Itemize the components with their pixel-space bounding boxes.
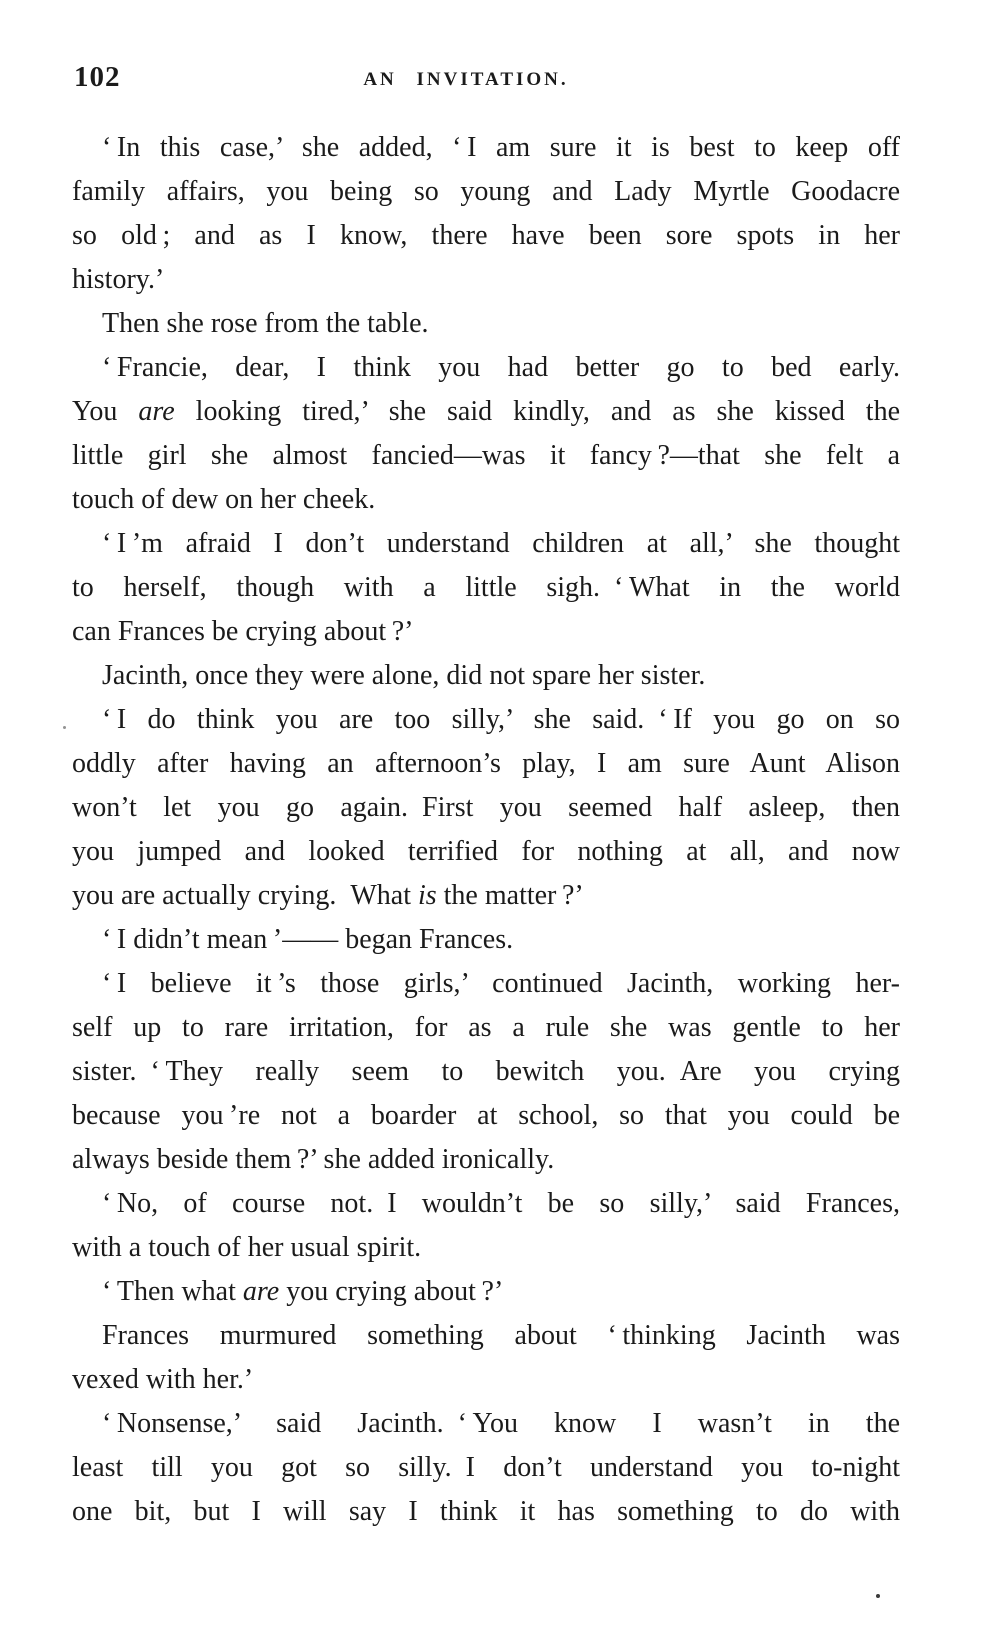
text-run: you jumped and looked terrified for nothing at all, and now [72, 836, 900, 867]
text-run: with a touch of her usual spirit. [72, 1232, 422, 1263]
running-header: AN INVITATION. [363, 69, 569, 90]
scan-speck [876, 1594, 880, 1598]
text-line [72, 654, 900, 698]
text-run: history.’ [72, 264, 165, 295]
text-run: Frances murmured something about ‘ thinking Jacinth was [102, 1320, 900, 1351]
text-line [72, 258, 900, 302]
text-run: ‘ I do think you are too silly,’ she said. ‘ If you go on so [102, 704, 900, 735]
text-run: ‘ Then what [102, 1276, 243, 1307]
text-run: one bit, but I will say I think it has something to do with [72, 1496, 900, 1527]
italic-text-run: are [138, 396, 175, 427]
text-run: least till you got so silly. I don’t understand you to-night [72, 1452, 900, 1483]
text-line [72, 1402, 900, 1446]
text-run: ‘ I believe it ’s those girls,’ continued Jacinth, working her- [102, 968, 900, 999]
text-run: can Frances be crying about ?’ [72, 616, 414, 647]
text-run: Then she rose from the table. [102, 308, 429, 339]
text-run: touch of dew on her cheek. [72, 484, 376, 515]
text-line [72, 434, 900, 478]
text-line [72, 786, 900, 830]
text-run: ‘ I didn’t mean ’—— began Frances. [102, 924, 514, 955]
text-run: ‘ Nonsense,’ said Jacinth. ‘ You know I wasn’t in the [102, 1408, 900, 1439]
text-run: ‘ I ’m afraid I don’t understand children at all,’ she thought [102, 528, 900, 559]
text-line [72, 742, 900, 786]
text-line [72, 874, 900, 918]
text-line [72, 214, 900, 258]
text-line [72, 1226, 900, 1270]
text-run: family affairs, you being so young and Lady Myrtle Goodacre [72, 176, 900, 207]
text-line [72, 522, 900, 566]
text-line [72, 1138, 900, 1182]
text-run: looking tired,’ she said kindly, and as she kissed the [174, 396, 900, 427]
text-run: self up to rare irritation, for as a rule she was gentle to her [72, 1012, 900, 1043]
text-line [72, 302, 900, 346]
text-line [72, 390, 900, 434]
text-line [72, 962, 900, 1006]
text-line [72, 1094, 900, 1138]
scan-speck [63, 726, 66, 729]
italic-text-run: are [242, 1276, 280, 1307]
text-run: always beside them ?’ she added ironically. [72, 1144, 555, 1175]
page-header [72, 62, 900, 98]
text-line [72, 1446, 900, 1490]
text-line [72, 126, 900, 170]
text-run: ‘ Francie, dear, I think you had better go to bed early. [102, 352, 900, 383]
text-block [72, 126, 900, 1534]
text-run: because you ’re not a boarder at school, so that you could be [72, 1100, 900, 1131]
text-run: you are actually crying. What [72, 880, 418, 911]
text-line [72, 610, 900, 654]
text-run: the matter ?’ [436, 880, 584, 911]
text-run: you crying about ?’ [279, 1276, 504, 1307]
text-run: so old ; and as I know, there have been sore spots in her [72, 220, 900, 251]
text-line [72, 918, 900, 962]
text-line [72, 478, 900, 522]
text-line [72, 830, 900, 874]
text-run: ‘ No, of course not. I wouldn’t be so silly,’ said Frances, [102, 1188, 900, 1219]
text-line [72, 1270, 900, 1314]
text-line [72, 346, 900, 390]
page-number: 102 [74, 61, 121, 93]
text-line [72, 1050, 900, 1094]
text-run: to herself, though with a little sigh. ‘ What in the world [72, 572, 900, 603]
text-run: sister. ‘ They really seem to bewitch you. Are you crying [72, 1056, 900, 1087]
text-line [72, 566, 900, 610]
italic-text-run: is [417, 880, 437, 911]
text-line [72, 170, 900, 214]
text-run: oddly after having an afternoon’s play, I am sure Aunt Alison [72, 748, 900, 779]
text-line [72, 1006, 900, 1050]
text-run: Jacinth, once they were alone, did not spare her sister. [102, 660, 706, 691]
text-run: won’t let you go again. First you seemed half asleep, then [72, 792, 900, 823]
text-line [72, 1182, 900, 1226]
text-line [72, 1314, 900, 1358]
text-run: You [72, 396, 139, 427]
text-run: vexed with her.’ [72, 1364, 254, 1395]
text-line [72, 1358, 900, 1402]
text-run: little girl she almost fancied—was it fancy ?—that she felt a [72, 440, 900, 471]
text-line [72, 1490, 900, 1534]
text-line [72, 698, 900, 742]
text-run: ‘ In this case,’ she added, ‘ I am sure it is best to keep off [102, 132, 900, 163]
